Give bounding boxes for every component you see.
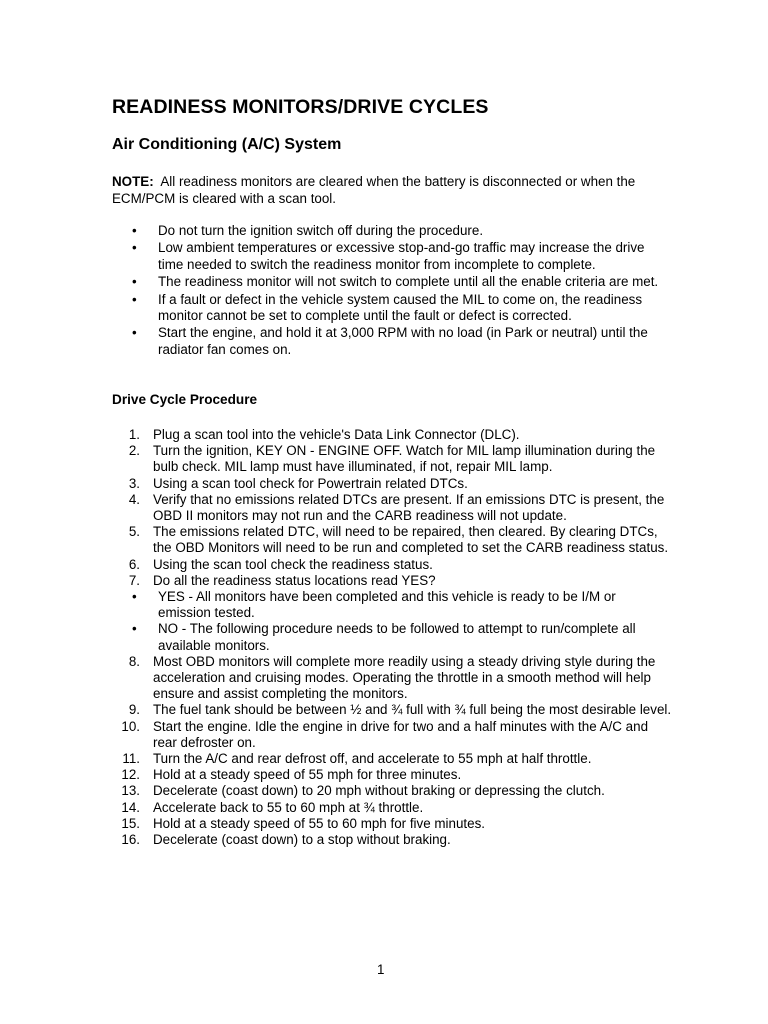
procedure-step — [112, 427, 672, 443]
step-number: 9. — [128, 702, 140, 718]
procedure-step — [112, 767, 672, 783]
bullet-item — [112, 325, 672, 358]
bullet-symbol: • — [132, 274, 137, 290]
procedure-step — [112, 783, 672, 799]
step-number: 3. — [128, 475, 140, 491]
step-number: 16. — [121, 832, 140, 848]
step-number: 6. — [128, 556, 140, 572]
note-label: NOTE: — [112, 174, 154, 189]
note-paragraph — [112, 174, 672, 207]
procedure-step — [112, 816, 672, 832]
step-text: Plug a scan tool into the vehicle's Data Link Connector (DLC). — [153, 427, 520, 442]
step-text: Most OBD monitors will complete more readily using a steady driving style during the acceleration and cruising modes. Operating the throttle in a smooth method will help ensure and assist completing the monitors. — [153, 653, 656, 702]
bullet-text: The readiness monitor will not switch to complete until all the enable criteria are met. — [158, 274, 659, 290]
procedure-step — [112, 573, 672, 589]
procedure-step — [112, 702, 672, 718]
bullet-list — [112, 223, 672, 359]
bullet-item — [112, 274, 672, 290]
bullet-symbol: • — [132, 240, 137, 256]
bullet-item — [112, 240, 672, 273]
bullet-item — [112, 223, 672, 239]
step-text: Decelerate (coast down) to 20 mph without braking or depressing the clutch. — [153, 783, 605, 799]
procedure-substep — [112, 589, 672, 621]
step-text: Using a scan tool check for Powertrain related DTCs. — [153, 475, 468, 491]
step-number: 14. — [121, 799, 140, 815]
step-number: 4. — [128, 491, 140, 507]
step-number: 7. — [128, 572, 140, 588]
step-text: Using the scan tool check the readiness status. — [153, 556, 433, 572]
step-text: Do all the readiness status locations read YES? — [153, 572, 436, 588]
page-title: READINESS MONITORS/DRIVE CYCLES — [112, 96, 489, 118]
bullet-symbol: • — [132, 589, 137, 605]
procedure-heading: Drive Cycle Procedure — [112, 392, 258, 407]
bullet-symbol: • — [132, 223, 137, 238]
procedure-step — [112, 800, 672, 816]
bullet-text: Do not turn the ignition switch off during the procedure. — [158, 223, 484, 238]
step-text: NO - The following procedure needs to be followed to attempt to run/complete all available monitors. — [158, 621, 636, 653]
step-text: The fuel tank should be between ½ and ¾ full with ¾ full being the most desirable level. — [153, 702, 672, 718]
procedure-step — [112, 719, 672, 751]
procedure-step — [112, 476, 672, 492]
step-number: 15. — [121, 815, 140, 831]
note-text: All readiness monitors are cleared when the battery is disconnected or when the ECM/PCM is cleared with a scan tool. — [112, 174, 636, 206]
step-text: Hold at a steady speed of 55 to 60 mph for five minutes. — [153, 815, 485, 831]
procedure-step — [112, 654, 672, 703]
bullet-item — [112, 292, 672, 325]
step-number: 1. — [128, 427, 140, 442]
bullet-text: If a fault or defect in the vehicle system caused the MIL to come on, the readiness monitor cannot be set to complete until the fault or defect is corrected. — [158, 291, 643, 324]
step-number: 2. — [128, 443, 140, 459]
step-number: 10. — [121, 718, 140, 734]
section-title: Air Conditioning (A/C) System — [112, 136, 342, 153]
step-number: 5. — [128, 524, 140, 540]
procedure-substep — [112, 621, 672, 653]
step-number: 11. — [122, 751, 140, 767]
procedure-step — [112, 832, 672, 848]
step-text: Start the engine. Idle the engine in drive for two and a half minutes with the A/C and rear defroster on. — [153, 718, 649, 750]
step-number: 13. — [121, 783, 140, 799]
procedure-step — [112, 751, 672, 767]
procedure-step — [112, 492, 672, 524]
step-text: Decelerate (coast down) to a stop without braking. — [153, 832, 451, 848]
bullet-text: Start the engine, and hold it at 3,000 RPM with no load (in Park or neutral) until the radiator fan comes on. — [158, 325, 648, 357]
step-text: Hold at a steady speed of 55 mph for three minutes. — [153, 767, 462, 783]
procedure-step — [112, 443, 672, 475]
bullet-text: Low ambient temperatures or excessive stop-and-go traffic may increase the drive time needed to switch the readiness monitor from incomplete to complete. — [158, 240, 645, 272]
bullet-symbol: • — [132, 621, 137, 637]
bullet-symbol: • — [132, 325, 137, 341]
step-text: Turn the ignition, KEY ON - ENGINE OFF. Watch for MIL lamp illumination during the bulb check. MIL lamp must have illuminated, if not, repair MIL lamp. — [153, 443, 656, 475]
step-text: The emissions related DTC, will need to be repaired, then cleared. By clearing DTCs, the OBD Monitors will need to be run and completed to set the CARB readiness status. — [153, 524, 669, 556]
step-text: Accelerate back to 55 to 60 mph at ¾ throttle. — [153, 799, 424, 815]
step-number: 12. — [121, 767, 140, 783]
step-text: YES - All monitors have been completed and this vehicle is ready to be I/M or emission tested. — [158, 589, 616, 621]
step-text: Turn the A/C and rear defrost off, and accelerate to 55 mph at half throttle. — [153, 751, 592, 767]
step-text: Verify that no emissions related DTCs are present. If an emissions DTC is present, the OBD II monitors may not run and the CARB readiness will not update. — [153, 491, 665, 524]
page-number: 1 — [377, 962, 385, 977]
step-number: 8. — [128, 653, 140, 669]
procedure-step — [112, 524, 672, 556]
procedure-step — [112, 557, 672, 573]
bullet-symbol: • — [132, 291, 137, 307]
procedure-steps-list — [112, 427, 672, 848]
